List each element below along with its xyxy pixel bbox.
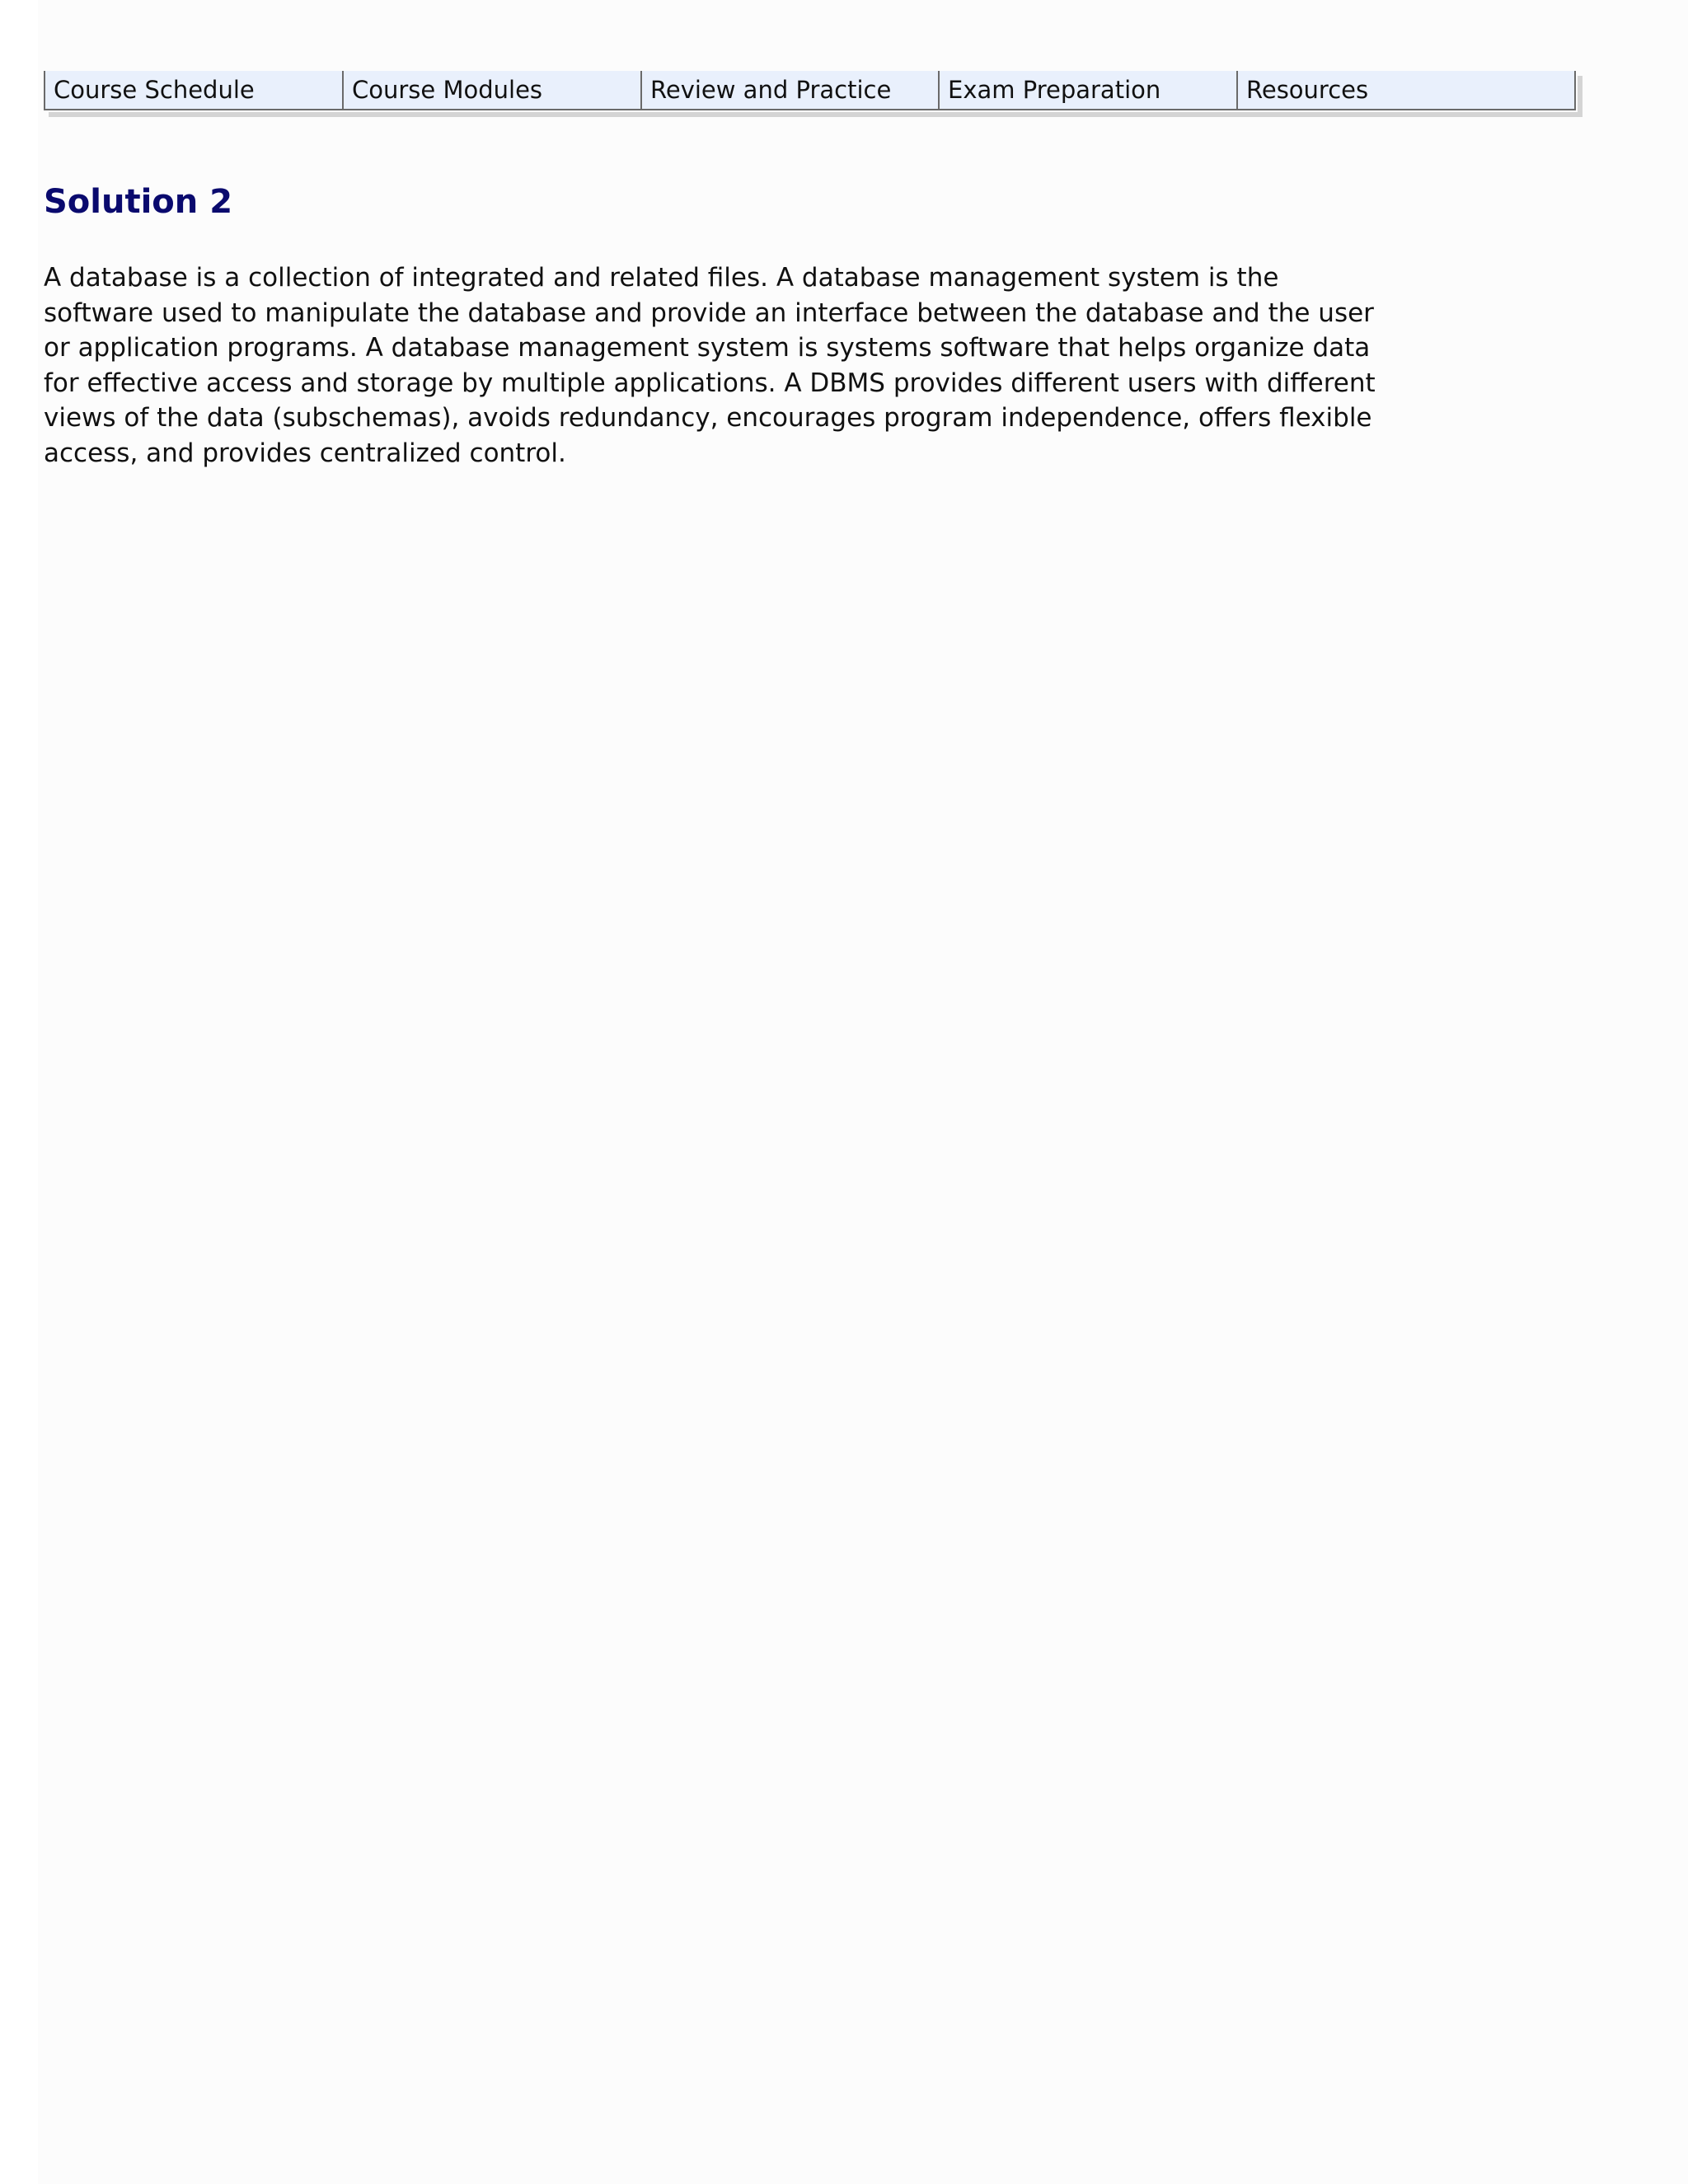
page-title: Solution 2 — [44, 183, 233, 221]
course-navigation — [44, 71, 1578, 112]
nav-item-exam-preparation[interactable]: Exam Preparation — [940, 71, 1238, 109]
nav-bar — [44, 71, 1576, 110]
nav-item-resources[interactable]: Resources — [1246, 76, 1369, 104]
nav-item-review-and-practice[interactable]: Review and Practice — [642, 71, 940, 109]
solution-paragraph: A database is a collection of integrated and related files. A database management system is the software used to manipulate the database and provide an interface between the database and the user or application programs. A database management system is systems software that helps organize data for effective access and storage by multiple applications. A DBMS provides different users with different views of the data (subschemas), avoids redundancy, encourages program independence, offers flexible access, and provides centralized control. — [44, 263, 1376, 468]
nav-item-course-schedule[interactable]: Course Schedule — [45, 71, 344, 109]
nav-item-course-modules[interactable]: Course Modules — [344, 71, 642, 109]
